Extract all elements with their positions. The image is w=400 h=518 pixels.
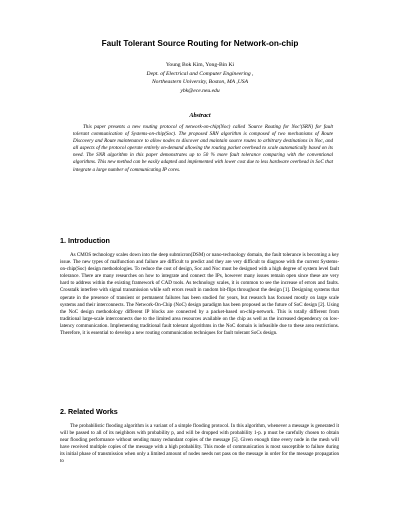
author-names: Young Bok Kim, Yong-Bin Ki: [165, 62, 235, 68]
affiliation-university: Northeastern University, Boston, MA ,USA: [151, 79, 249, 86]
abstract-heading: Abstract: [189, 112, 211, 119]
section-1-heading: 1. Introduction: [60, 236, 110, 245]
section-1-text: As CMOS technology scales down into the deep submicron(DSM) or nano-technology domain, the fault tolerance is becoming a key issue. The new types of malfunction and failure are difficult to predict and they are very difficult to diagnose with the current Systems-on-chip(Soc) design methodologies. To reduce the cost of design, Soc and Noc must be designed with a high degree of system level fault tolerance. There are many researches on how to integrate and connect the IPs, however many issues remain open since these are very hard to address within the existing framework of CAD tools. As technology scales, it is common to see the increase of errors and faults. Crosstalk interfere with signal transmission while soft errors result in random bit-flips throughout the design [1]. Designing systems that operate in the presence of transient or permanent failures has been studied for years, but research has focused mostly on large scale systems and their interconnects. The Network-On-Chip (NoC) design paradigm has been proposed as the future of SoC design [2]. Using the NoC design methodology different IP blocks are connected by a packet-based on-chip-network. This is totally different from traditional large-scale interconnects due to the limited area resources available on the chip as well as the increased dependency on low-latency communication. Implementing traditional fault tolerant algorithms in the NoC domain is infeasible due to these area restrictions. Therefore, it is essential to develop a new routing communication techniques for fault tolerant SoCs design.: [60, 252, 339, 337]
section-2-text: The probabilistic flooding algorithm is a variant of a simple flooding protocol. In this algorithm, whenever a message is generated it will be passed to all of its neighbors with probability p, and will be dropped with probability 1-p. p must be carefully chosen to obtain near flooding performance without sending many redundant copies of the message [5]. Given enough time every node in the mesh will have received multiple copies of the message with a high probability. This mode of communication is most susceptible to failure during its initial phase of transmission when only a limited amount of nodes needs not pass on the message in order for the message propagation to: [60, 423, 339, 465]
abstract-text: This paper presents a new routing protocol of network-on-chip(Noc) called 'Source Routing for Noc'(SRN) for fault tolerant communication of Systems-on-chip(Soc). The proposed SRN algorithm is composed of two mechanisms of Route Discovery and Route maintenance to allow nodes to discover and maintain source routes to arbitrary destinations in Noc, and all aspects of the protocol operate entirely on-demand allowing the routing packet overhead to scale automatically based on its need. The SNR algorithm in this paper demonstrates up to 50 % more fault tolerance comparing with the conventional algorithms. This new method can be easily adapted and implemented with lower cost due to less hardware overhead in SoC that integrate a large number of communicating IP cores.: [73, 124, 333, 173]
paper-title: Fault Tolerant Source Routing for Network-on-chip: [101, 39, 299, 48]
affiliation-dept: Dept. of Electrical and Computer Engineering ,: [146, 70, 254, 77]
section-2-heading: 2. Related Works: [60, 407, 118, 416]
author-block: [0, 61, 400, 95]
author-email: ybk@ece.neu.edu: [180, 87, 220, 94]
